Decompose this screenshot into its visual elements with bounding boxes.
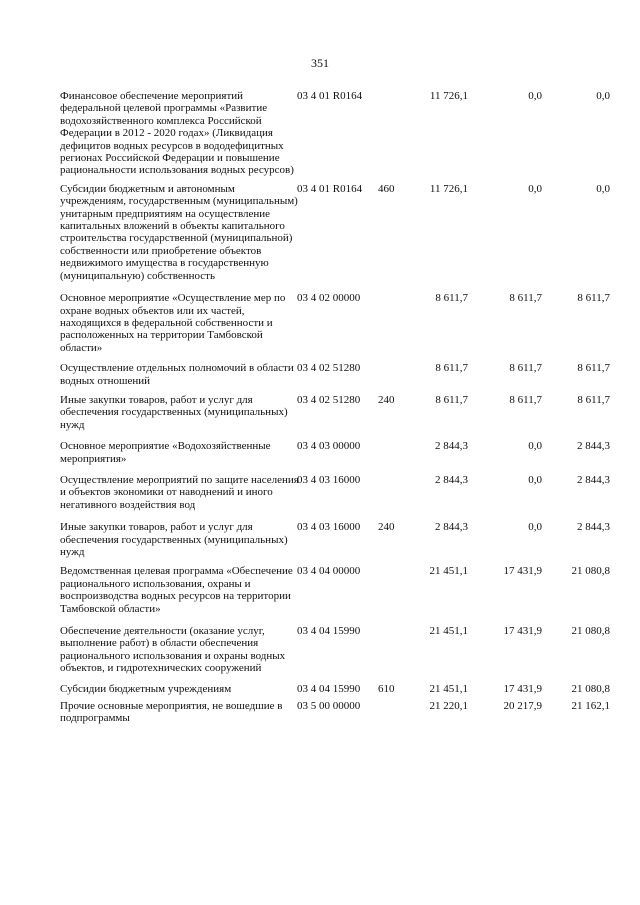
row-description: Обеспечение деятельности (оказание услуг, выполнение работ) в области обеспечения рационального использования и охраны водных объектов, и гидротехнических сооружений xyxy=(60,625,286,675)
row-value-2: 8 611,7 xyxy=(509,292,542,305)
row-expense-type: 240 xyxy=(378,393,395,406)
row-value-3: 2 844,3 xyxy=(577,473,610,486)
row-value-1: 8 611,7 xyxy=(435,393,468,406)
row-target-code: 03 4 02 51280 xyxy=(297,393,361,406)
row-value-1: 8 611,7 xyxy=(435,362,468,375)
row-value-2: 17 431,9 xyxy=(503,625,542,638)
table-row xyxy=(0,440,640,465)
row-target-code: 03 4 04 00000 xyxy=(297,565,361,578)
row-value-1: 21 451,1 xyxy=(429,565,468,578)
row-description: Субсидии бюджетным учреждениям xyxy=(60,682,232,695)
row-value-2: 17 431,9 xyxy=(503,682,542,695)
row-value-1: 11 726,1 xyxy=(429,182,468,195)
row-expense-type: 240 xyxy=(378,521,395,534)
row-value-1: 11 726,1 xyxy=(429,90,468,102)
row-value-3: 0,0 xyxy=(596,90,610,102)
budget-table xyxy=(0,90,640,725)
row-value-1: 21 451,1 xyxy=(429,625,468,638)
row-description: Финансовое обеспечение мероприятий федеральной целевой программы «Развитие водохозяйственного комплекса Российской Федерации в 2012 - 2020 годах» (Ликвидация дефицитов водных ресурсов в вододефицитных регионах Российской Федерации и повышение рациональности использования водных ресурсов) xyxy=(60,90,294,177)
table-row xyxy=(0,700,640,725)
table-row xyxy=(0,565,640,615)
row-value-3: 8 611,7 xyxy=(577,362,610,375)
row-target-code: 03 4 03 16000 xyxy=(297,473,361,486)
row-expense-type: 460 xyxy=(378,182,395,195)
row-value-2: 17 431,9 xyxy=(503,565,542,578)
row-value-3: 21 080,8 xyxy=(571,682,610,695)
row-target-code: 03 4 03 16000 xyxy=(297,521,361,534)
row-value-2: 20 217,9 xyxy=(503,700,542,713)
row-target-code: 03 5 00 00000 xyxy=(297,700,361,713)
table-row xyxy=(0,521,640,558)
table-row xyxy=(0,625,640,675)
table-row xyxy=(0,683,640,695)
row-target-code: 03 4 04 15990 xyxy=(297,625,361,638)
row-description: Осуществление отдельных полномочий в области водных отношений xyxy=(60,362,294,387)
row-value-2: 8 611,7 xyxy=(509,362,542,375)
row-description: Иные закупки товаров, работ и услуг для обеспечения государственных (муниципальных) нужд xyxy=(60,521,288,558)
row-value-3: 0,0 xyxy=(596,182,610,195)
row-value-1: 2 844,3 xyxy=(435,521,468,534)
row-value-3: 2 844,3 xyxy=(577,440,610,453)
table-row xyxy=(0,394,640,431)
row-target-code: 03 4 03 00000 xyxy=(297,440,361,453)
row-value-3: 21 162,1 xyxy=(571,700,610,713)
row-value-2: 0,0 xyxy=(528,521,542,534)
row-value-3: 2 844,3 xyxy=(577,521,610,534)
row-description: Иные закупки товаров, работ и услуг для обеспечения государственных (муниципальных) нужд xyxy=(60,393,288,431)
row-value-2: 0,0 xyxy=(528,182,542,195)
row-value-2: 0,0 xyxy=(528,90,542,102)
row-description: Ведомственная целевая программа «Обеспечение рационального использования, охраны и воспроизводства водных ресурсов на территории Тамбовской области» xyxy=(60,565,293,615)
row-value-1: 2 844,3 xyxy=(435,473,468,486)
table-row xyxy=(0,90,640,177)
table-row xyxy=(0,362,640,387)
row-value-1: 8 611,7 xyxy=(435,292,468,305)
row-description: Прочие основные мероприятия, не вошедшие в подпрограммы xyxy=(60,700,283,725)
row-target-code: 03 4 01 R0164 xyxy=(297,90,363,102)
row-target-code: 03 4 02 00000 xyxy=(297,292,361,305)
row-target-code: 03 4 01 R0164 xyxy=(297,182,363,195)
row-value-3: 8 611,7 xyxy=(577,292,610,305)
row-value-2: 0,0 xyxy=(528,440,542,453)
table-row xyxy=(0,474,640,511)
row-description: Субсидии бюджетным и автономным учреждениям, государственным (муниципальным) унитарным предприятиям на осуществление капитальных вложений в объекты капитального строительства государственной (муниципальной) собственности или приобретение объектов недвижимого имущества в государственную (муниципальную) собственность xyxy=(60,182,298,282)
row-value-1: 21 220,1 xyxy=(429,700,468,713)
row-description: Основное мероприятие «Осуществление мер по охране водных объектов или их частей, находящихся в федеральной собственности и расположенных на территории Тамбовской области» xyxy=(60,292,286,354)
row-description: Основное мероприятие «Водохозяйственные мероприятия» xyxy=(60,440,271,465)
row-value-3: 21 080,8 xyxy=(571,565,610,578)
row-value-3: 8 611,7 xyxy=(577,393,610,406)
row-description: Осуществление мероприятий по защите населения и объектов экономики от наводнений и иного негативного воздействия вод xyxy=(60,473,299,511)
row-target-code: 03 4 04 15990 xyxy=(297,682,361,695)
row-value-2: 8 611,7 xyxy=(509,393,542,406)
row-expense-type: 610 xyxy=(378,682,395,695)
page-number: 351 xyxy=(311,56,329,70)
row-value-3: 21 080,8 xyxy=(571,625,610,638)
row-value-1: 2 844,3 xyxy=(435,440,468,453)
row-value-1: 21 451,1 xyxy=(429,682,468,695)
table-row xyxy=(0,292,640,354)
row-target-code: 03 4 02 51280 xyxy=(297,362,361,375)
table-row xyxy=(0,183,640,282)
row-value-2: 0,0 xyxy=(528,473,542,486)
